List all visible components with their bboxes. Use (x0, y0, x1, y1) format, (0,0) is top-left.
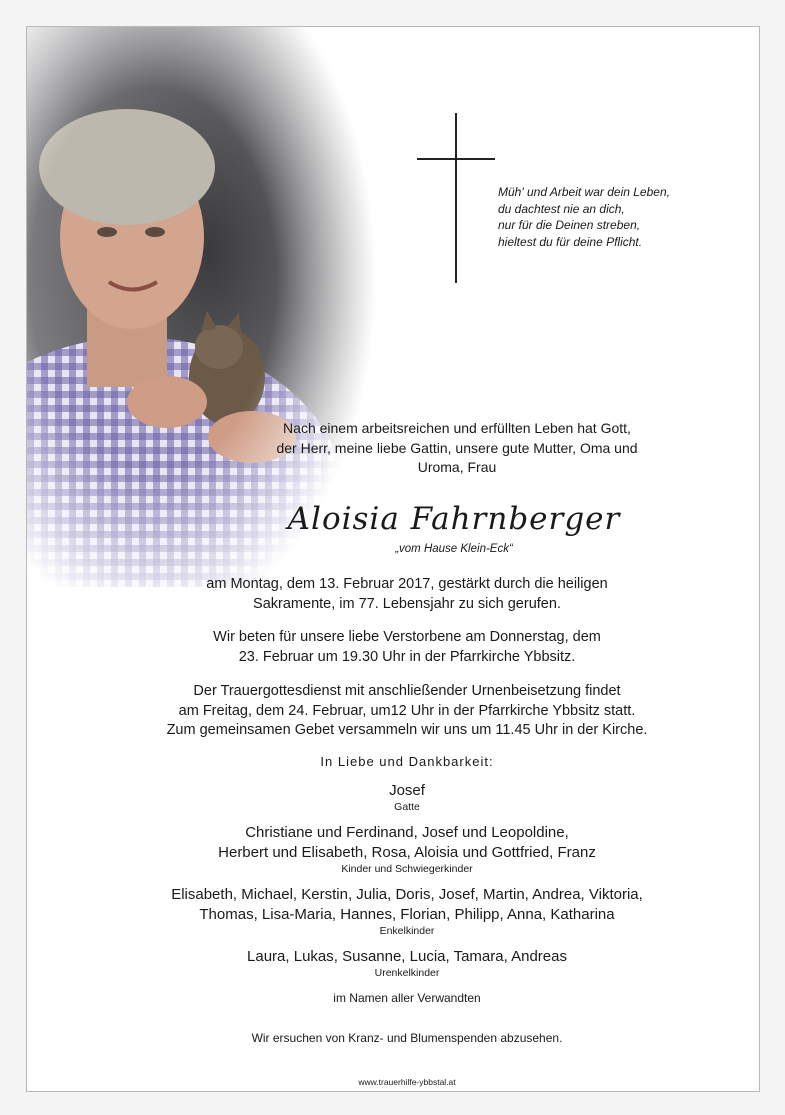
mourner-names: Herbert und Elisabeth, Rosa, Aloisia und Gottfried, Franz (218, 844, 596, 861)
intro-line: der Herr, meine liebe Gattin, unsere gute Mutter, Oma und (276, 439, 638, 456)
service-line: Der Trauergottesdienst mit anschließender Urnenbeisetzung findet (193, 683, 621, 699)
mourner-names: Josef (389, 782, 425, 799)
closing-line: im Namen aller Verwandten (333, 991, 481, 1005)
mourner-names: Christiane und Ferdinand, Josef und Leopoldine, (245, 824, 569, 841)
intro-line: Nach einem arbeitsreichen und erfüllten Leben hat Gott, (283, 420, 631, 436)
obituary-card (26, 26, 760, 1092)
mourner-group (27, 947, 760, 967)
service-line: am Freitag, dem 24. Februar, um12 Uhr in der Pfarrkirche Ybbsitz statt. (178, 702, 636, 719)
poem-line: Müh' und Arbeit war dein Leben, (498, 185, 670, 199)
donation-request: Wir ersuchen von Kranz- und Blumenspenden abzusehen. (251, 1031, 563, 1045)
mourners-heading: In Liebe und Dankbarkeit: (320, 754, 494, 769)
death-line: Sakramente, im 77. Lebensjahr zu sich gerufen. (253, 595, 561, 612)
website-link[interactable]: www.trauerhilfe-ybbstal.at (358, 1077, 456, 1087)
intro-text (127, 419, 760, 478)
service-line: Zum gemeinsamen Gebet versammeln wir uns um 11.45 Uhr in der Kirche. (166, 722, 648, 738)
prayer-line: Wir beten für unsere liebe Verstorbene am Donnerstag, dem (213, 629, 601, 645)
mourner-names: Thomas, Lisa-Maria, Hannes, Florian, Philipp, Anna, Katharina (199, 906, 615, 923)
deceased-nickname: „vom Hause Klein-Eck“ (395, 543, 513, 555)
death-notice (27, 575, 760, 614)
mourner-group (27, 885, 760, 925)
relation-label: Kinder und Schwiegerkinder (341, 863, 473, 875)
mourner-group (27, 823, 760, 863)
relation-label: Urenkelkinder (374, 967, 440, 979)
cross-icon (417, 113, 495, 283)
memorial-poem (498, 184, 738, 250)
death-line: am Montag, dem 13. Februar 2017, gestärkt durch die heiligen (206, 576, 608, 592)
intro-line: Uroma, Frau (417, 459, 497, 475)
poem-line: nur für die Deinen streben, (498, 218, 641, 232)
poem-line: du dachtest nie an dich, (498, 201, 625, 216)
mourner-names: Elisabeth, Michael, Kerstin, Julia, Doris, Josef, Martin, Andrea, Viktoria, (171, 886, 643, 903)
service-notice (27, 682, 760, 741)
poem-line: hieltest du für deine Pflicht. (498, 234, 643, 249)
deceased-name: Aloisia Fahrnberger (287, 501, 621, 537)
prayer-notice (27, 628, 760, 667)
relation-label: Gatte (394, 801, 420, 813)
mourner-group (27, 781, 760, 801)
relation-label: Enkelkinder (379, 925, 435, 937)
prayer-line: 23. Februar um 19.30 Uhr in der Pfarrkirche Ybbsitz. (238, 648, 576, 665)
mourner-names: Laura, Lukas, Susanne, Lucia, Tamara, Andreas (247, 948, 567, 965)
